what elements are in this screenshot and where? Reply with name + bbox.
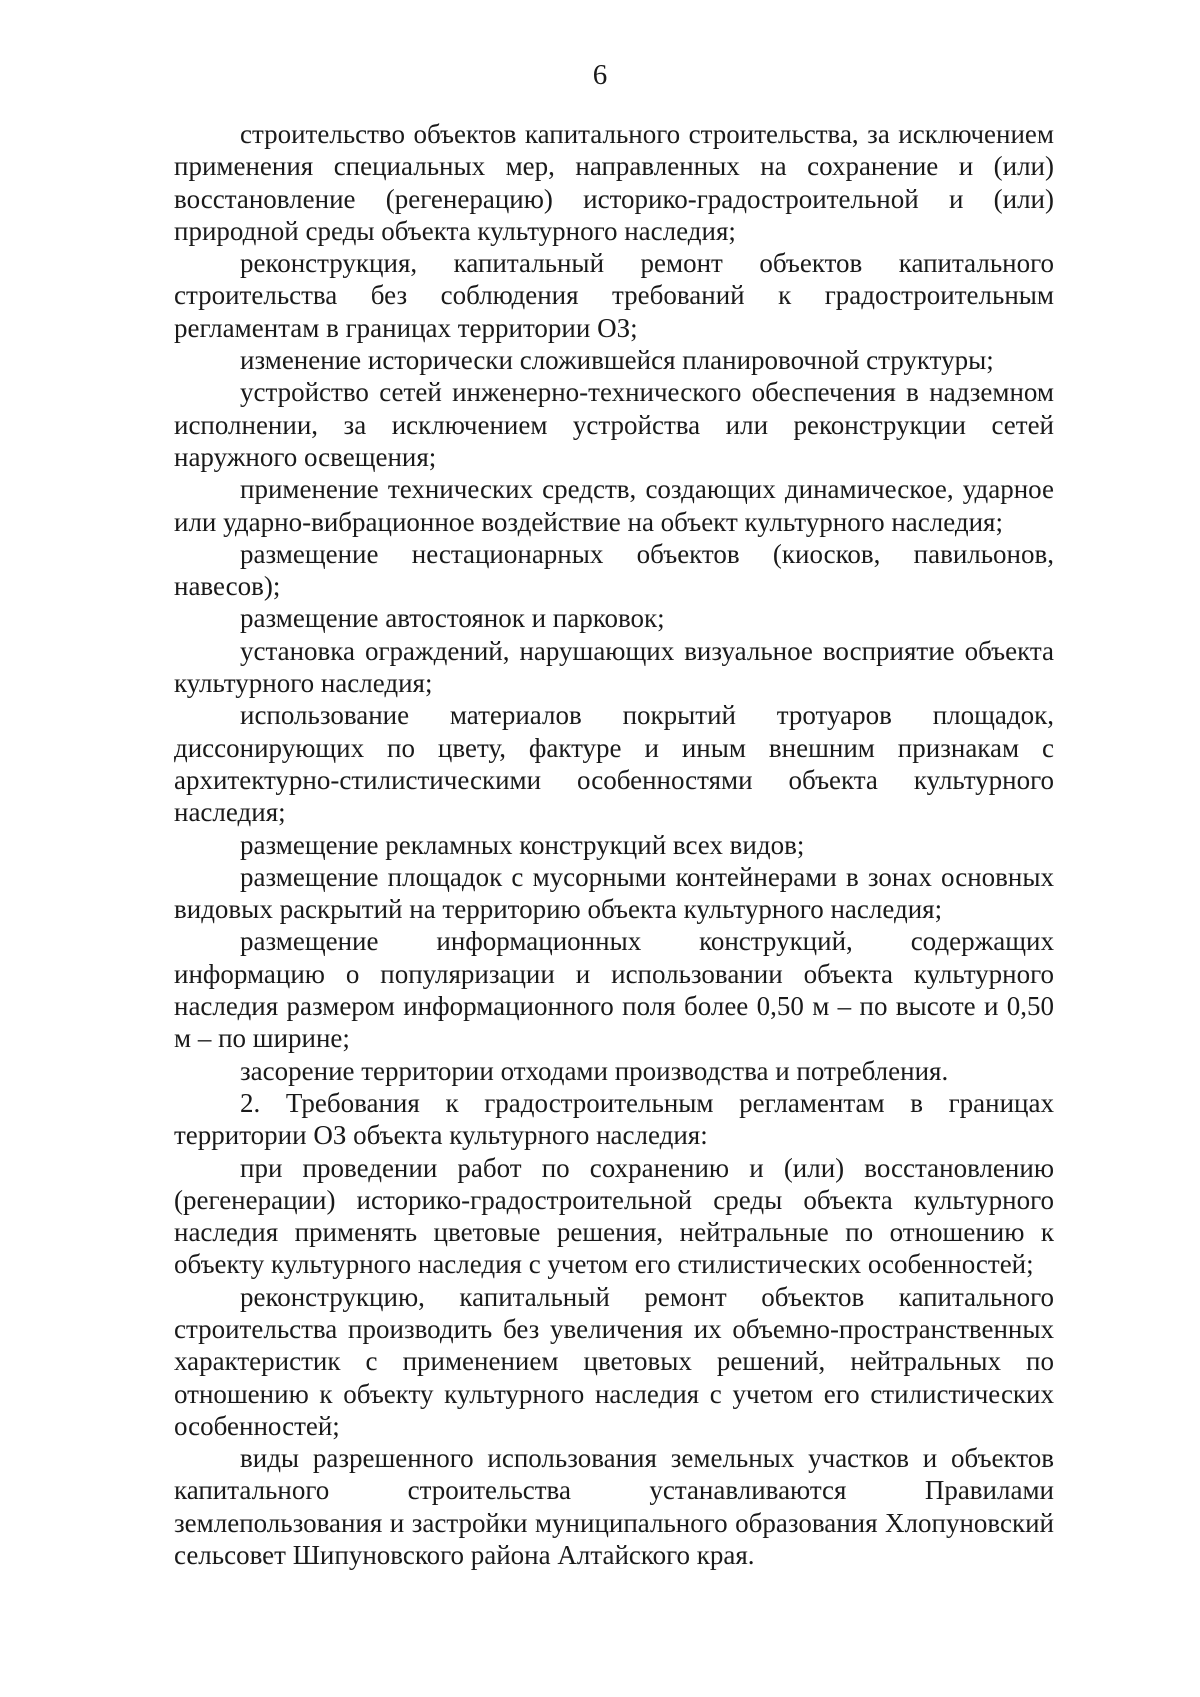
paragraph: изменение исторически сложившейся планировочной структуры; xyxy=(240,345,994,376)
paragraph: реконструкция, капитальный ремонт объектов капитального строительства без соблюдения требований к градостроительным регламентам в границах территории ОЗ; xyxy=(174,248,1054,343)
paragraph: применение технических средств, создающих динамическое, ударное или ударно-вибрационное воздействие на объект культурного наследия; xyxy=(174,474,1054,537)
document-body xyxy=(174,118,1054,1571)
paragraph: размещение рекламных конструкций всех видов; xyxy=(240,829,805,860)
paragraph: строительство объектов капитального строительства, за исключением применения специальных мер, направленных на сохранение и (или) восстановление (регенерацию) историко-градостроительной и (или) природной среды объекта культурного наследия; xyxy=(174,119,1054,246)
paragraph: размещение нестационарных объектов (киосков, павильонов, навесов); xyxy=(174,538,1054,602)
paragraph: установка ограждений, нарушающих визуальное восприятие объекта культурного наследия; xyxy=(174,635,1054,699)
paragraph: реконструкцию, капитальный ремонт объектов капитального строительства производить без увеличения их объемно-пространственных характеристик с применением цветовых решений, нейтральных по отношению к объекту культурного наследия с учетом его стилистических особенностей; xyxy=(174,1281,1054,1441)
paragraph: размещение информационных конструкций, содержащих информацию о популяризации и использовании объекта культурного наследия размером информационного поля более 0,50 м – по высоте и 0,50 м – по ширине; xyxy=(174,926,1054,1054)
paragraph: размещение площадок с мусорными контейнерами в зонах основных видовых раскрытий на территорию объекта культурного наследия; xyxy=(174,861,1054,925)
paragraph: размещение автостоянок и парковок; xyxy=(240,603,665,634)
paragraph: виды разрешенного использования земельных участков и объектов капитального строительства устанавливаются Правилами землепользования и застройки муниципального образования Хлопуновский сельсовет Шипуновского района Алтайского края. xyxy=(174,1443,1054,1571)
paragraph: при проведении работ по сохранению и (или) восстановлению (регенерации) историко-градостроительной среды объекта культурного наследия применять цветовые решения, нейтральные по отношению к объекту культурного наследия с учетом его стилистических особенностей; xyxy=(174,1152,1054,1280)
paragraph: устройство сетей инженерно-технического обеспечения в надземном исполнении, за исключением устройства или реконструкции сетей наружного освещения; xyxy=(174,377,1054,472)
paragraph: использование материалов покрытий тротуаров площадок, диссонирующих по цвету, фактуре и иным внешним признакам с архитектурно-стилистическими особенностями объекта культурного наследия; xyxy=(174,700,1054,828)
paragraph: засорение территории отходами производства и потребления. xyxy=(240,1055,949,1086)
page-number: 6 xyxy=(592,59,608,91)
section-heading-paragraph: 2. Требования к градостроительным регламентам в границах территории ОЗ объекта культурного наследия: xyxy=(174,1087,1054,1151)
